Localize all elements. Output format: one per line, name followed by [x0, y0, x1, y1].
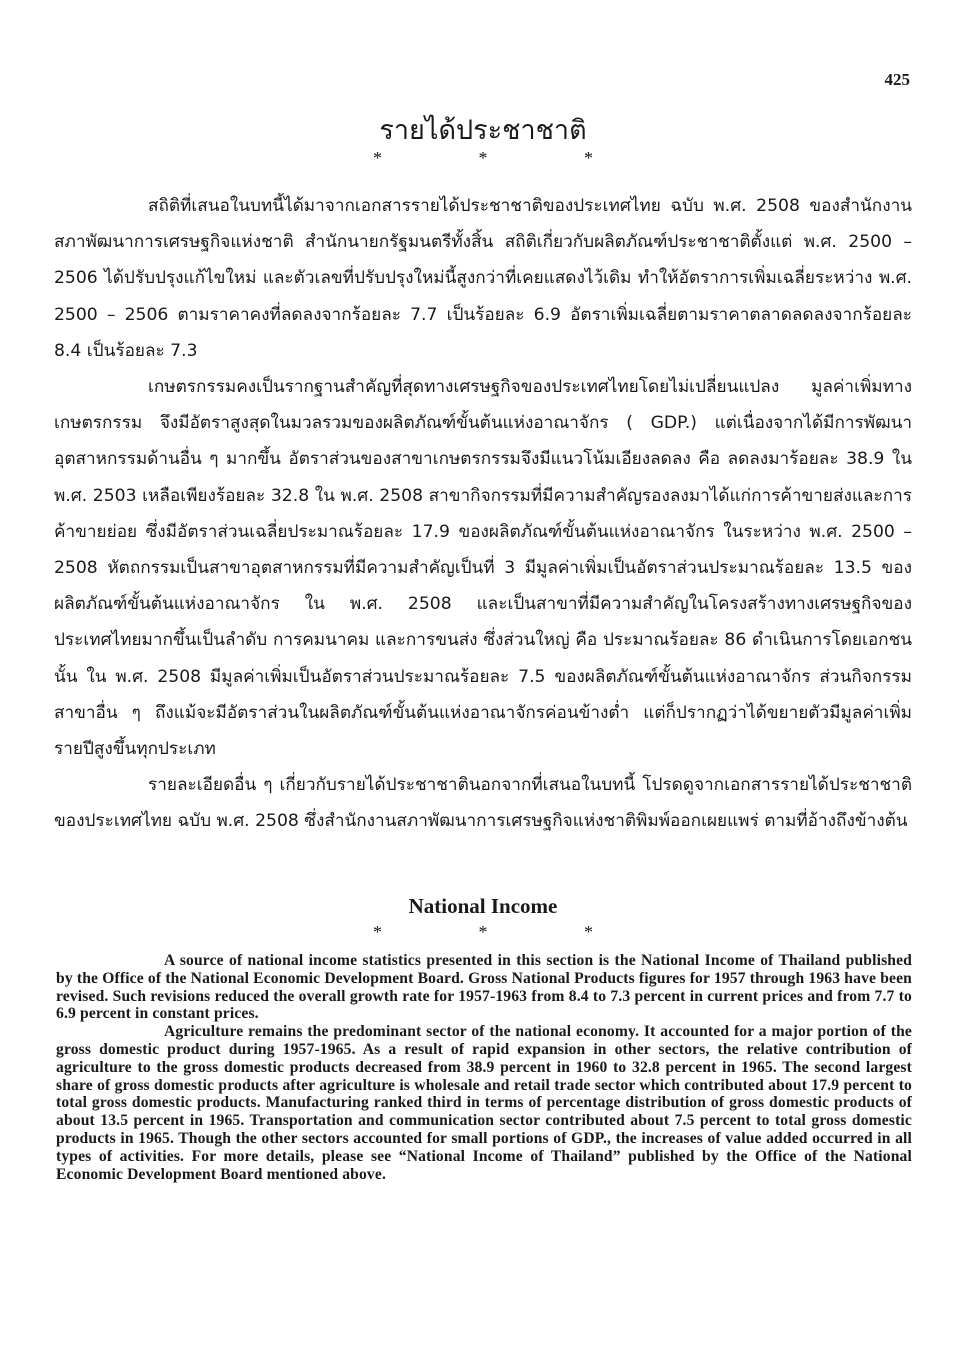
thai-paragraph-3: รายละเอียดอื่น ๆ เกี่ยวกับรายได้ประชาชาตินอกจากที่เสนอในบทนี้ โปรดดูจากเอกสารรายได้ประชาชาติของประเทศไทย ฉบับ พ.ศ. 2508 ซึ่งสำนักงานสภาพัฒนาการเศรษฐกิจแห่งชาติพิมพ์ออกเผยแพร่ ตามที่อ้างถึงข้างต้น	[54, 775, 912, 832]
english-separator: * * *	[373, 922, 639, 942]
thai-paragraph-1: สถิติที่เสนอในบทนี้ได้มาจากเอกสารรายได้ประชาชาติของประเทศไทย ฉบับ พ.ศ. 2508 ของสำนักงานสภาพัฒนาการเศรษฐกิจแห่งชาติ สำนักนายกรัฐมนตรีทั้งสิ้น สถิติเกี่ยวกับผลิตภัณฑ์ประชาชาติตั้งแต่ พ.ศ. 2500 – 2506 ได้ปรับปรุงแก้ไขใหม่ และตัวเลขที่ปรับปรุงใหม่นี้สูงกว่าที่เคยแสดงไว้เดิม ทำให้อัตราการเพิ่มเฉลี่ยระหว่าง พ.ศ. 2500 – 2506 ตามราคาคงที่ลดลงจากร้อยละ 7.7 เป็นร้อยละ 6.9 อัตราเพิ่มเฉลี่ยตามราคาตลาดลดลงจากร้อยละ 8.4 เป็นร้อยละ 7.3	[54, 196, 912, 361]
english-paragraph-2: Agriculture remains the predominant sector of the national economy. It accounted for a major portion of the gross domestic product during 1957-1965. As a result of rapid expansion in other sectors, the relative contribution of agriculture to the gross domestic products decreased from 38.9 percent in 1960 to 32.8 percent in 1965. The second largest share of gross domestic products after agriculture is wholesale and retail trade sector which contributed about 17.9 percent to total gross domestic products. Manufacturing ranked third in terms of percentage distribution of gross domestic products of about 13.5 percent in 1965. Transportation and communication sector contributed about 7.5 percent to total gross domestic products in 1965. Though the other sectors accounted for small portions of GDP., the increases of value added occurred in all types of activities. For more details, please see “National Income of Thailand” published by the Office of the National Economic Development Board mentioned above.	[56, 1023, 912, 1183]
thai-separator: * * *	[373, 148, 639, 168]
thai-body	[54, 188, 912, 840]
page-number: 425	[884, 70, 910, 89]
thai-paragraph-2: เกษตรกรรมคงเป็นรากฐานสำคัญที่สุดทางเศรษฐกิจของประเทศไทยโดยไม่เปลี่ยนแปลง มูลค่าเพิ่มทางเกษตรกรรม จึงมีอัตราสูงสุดในมวลรวมของผลิตภัณฑ์ขั้นต้นแห่งอาณาจักร ( GDP.) แต่เนื่องจากได้มีการพัฒนาอุตสาหกรรมด้านอื่น ๆ มากขึ้น อัตราส่วนของสาขาเกษตรกรรมจึงมีแนวโน้มเอียงลดลง คือ ลดลงมาร้อยละ 38.9 ใน พ.ศ. 2503 เหลือเพียงร้อยละ 32.8 ใน พ.ศ. 2508 สาขากิจกรรมที่มีความสำคัญรองลงมาได้แก่การค้าขายส่งและการค้าขายย่อย ซึ่งมีอัตราส่วนเฉลี่ยประมาณร้อยละ 17.9 ของผลิตภัณฑ์ขั้นต้นแห่งอาณาจักร ในระหว่าง พ.ศ. 2500 – 2508 หัตถกรรมเป็นสาขาอุตสาหกรรมที่มีความสำคัญเป็นที่ 3 มีมูลค่าเพิ่มเป็นอัตราส่วนประมาณร้อยละ 13.5 ของผลิตภัณฑ์ขั้นต้นแห่งอาณาจักร ใน พ.ศ. 2508 และเป็นสาขาที่มีความสำคัญในโครงสร้างทางเศรษฐกิจของประเทศไทยมากขึ้นเป็นลำดับ การคมนาคม และการขนส่ง ซึ่งส่วนใหญ่ คือ ประมาณร้อยละ 86 ดำเนินการโดยเอกชนนั้น ใน พ.ศ. 2508 มีมูลค่าเพิ่มเป็นอัตราส่วนประมาณร้อยละ 7.5 ของผลิตภัณฑ์ขั้นต้นแห่งอาณาจักร ส่วนกิจกรรมสาขาอื่น ๆ ถึงแม้จะมีอัตราส่วนในผลิตภัณฑ์ขั้นต้นแห่งอาณาจักรค่อนข้างต่ำ แต่ก็ปรากฏว่าได้ขยายตัวมีมูลค่าเพิ่มรายปีสูงขึ้นทุกประเภท	[54, 377, 912, 760]
english-body	[56, 952, 912, 1183]
english-paragraph-1: A source of national income statistics presented in this section is the National Income of Thailand published by the Office of the National Economic Development Board. Gross National Products figures for 1957 through 1963 have been revised. Such revisions reduced the overall growth rate for 1957-1963 from 8.4 to 7.3 percent in current prices and from 7.7 to 6.9 percent in constant prices.	[56, 952, 912, 1023]
thai-section-title: รายได้ประชาชาติ	[379, 115, 587, 146]
english-section-title: National Income	[408, 894, 558, 918]
